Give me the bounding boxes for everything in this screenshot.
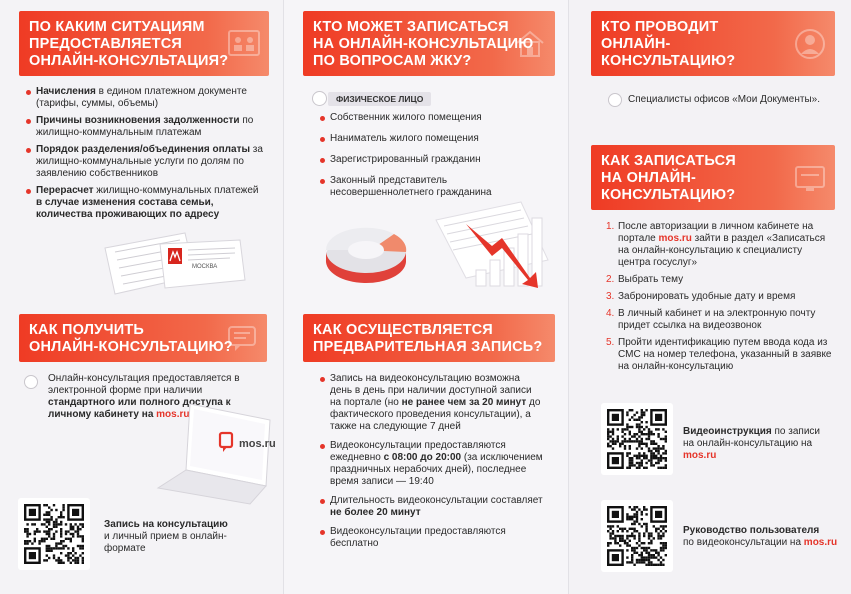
step-item: 2. Выбрать тему (606, 274, 684, 285)
situations-list (26, 86, 266, 226)
list-item: Видеоконсультации предоставляются ежедневно с 08:00 до 20:00 (за исключением праздничных нерабочих дней), последнее время записи — 19:40 (320, 440, 544, 488)
step-item: 4. В личный кабинет и на электронную почту придет ссылка на видеозвонок (606, 308, 816, 331)
panel-right (568, 0, 851, 594)
header-who-can-book (303, 11, 555, 76)
header-line: КОНСУЛЬТАЦИЮ? (601, 187, 736, 203)
header-line: ПО КАКИМ СИТУАЦИЯМ (29, 19, 205, 35)
document-illustration (100, 228, 250, 300)
how-to-get-text: Онлайн-консультация предоставляется в электронной форме при наличии стандартного или полного доступа к личному кабинету на mos.ru (48, 373, 240, 420)
person-icon (24, 375, 38, 389)
header-line: КТО МОЖЕТ ЗАПИСАТЬСЯ (313, 19, 509, 35)
preregistration-list (320, 373, 544, 555)
list-item: Перерасчет жилищно-коммунальных платежей в случае изменения состава семьи, количества проживающих по адресу (26, 185, 266, 221)
laptop-logo: mos.ru (239, 438, 276, 450)
qr-caption-video: Видеоинструкция по записи на онлайн-консультацию на mos.ru (683, 426, 820, 461)
step-item: 1. После авторизации в личном кабинете на портале mos.ru зайти в раздел «Записаться на онлайн-консультацию к специалисту центра госуслуг» (606, 221, 826, 268)
laptop-illustration (150, 400, 282, 512)
header-preregistration (303, 314, 555, 362)
info-icon (608, 93, 622, 107)
house-icon (513, 27, 547, 61)
qr-code-icon (24, 504, 84, 564)
doc-caption: МОСКВА (192, 264, 218, 270)
header-line: КАК ПОЛУЧИТЬ (29, 322, 145, 338)
list-item: Зарегистрированный гражданин (320, 154, 520, 166)
chat-icon (225, 321, 259, 355)
header-line: КАК ОСУЩЕСТВЛЯЕТСЯ (313, 322, 493, 338)
list-item: Собственник жилого помещения (320, 112, 520, 124)
panel-middle (283, 0, 569, 594)
header-situations (19, 11, 269, 76)
step-item: 3. Забронировать удобные дату и время (606, 291, 796, 302)
booking-steps (606, 221, 834, 378)
list-item: Порядок разделения/объединения оплаты за жилищно-коммунальные услуги по долям по заявлению собственников (26, 144, 266, 180)
header-line: ОНЛАЙН- (601, 36, 671, 52)
header-how-to-book (591, 145, 835, 210)
qr-code-video-instruction[interactable] (601, 403, 673, 475)
qr-caption-booking: Запись на консультацию и личный прием в онлайн-формате (104, 519, 228, 554)
header-line: ПРЕДВАРИТЕЛЬНАЯ ЗАПИСЬ? (313, 339, 543, 355)
chart-illustration (316, 190, 566, 310)
qr-caption-guide: Руководство пользователя по видеоконсультации на mos.ru (683, 525, 838, 548)
list-item: Начисления в едином платежном документе (тарифы, суммы, объемы) (26, 86, 266, 110)
list-item: Запись на видеоконсультацию возможна день в день при наличии доступной записи на портале (но не ранее чем за 20 минут до фактического проведения консультации), а также на следующие 7 дней (320, 373, 544, 433)
panel-left (0, 0, 283, 594)
list-item: Законный представитель несовершеннолетнего гражданина (320, 175, 520, 199)
who-conducts-text: Специалисты офисов «Мои Документы». (628, 94, 820, 105)
qr-code-user-guide[interactable] (601, 500, 673, 572)
header-who-conducts (591, 11, 835, 76)
qr-code-booking[interactable] (18, 498, 90, 570)
list-item: Причины возникновения задолженности по жилищно-коммунальным платежам (26, 115, 266, 139)
header-line: КТО ПРОВОДИТ (601, 19, 719, 35)
qr-code-icon (607, 506, 667, 566)
header-line: НА ОНЛАЙН- (601, 170, 697, 186)
specialist-icon (793, 27, 827, 61)
screen-icon (793, 161, 827, 195)
header-how-to-get (19, 314, 267, 362)
users-icon (312, 91, 327, 106)
header-line: ОНЛАЙН-КОНСУЛЬТАЦИЮ? (29, 339, 233, 355)
list-item: Наниматель жилого помещения (320, 133, 520, 145)
header-line: ОНЛАЙН-КОНСУЛЬТАЦИЯ? (29, 53, 229, 69)
qr-code-icon (607, 409, 667, 469)
header-line: НА ОНЛАЙН-КОНСУЛЬТАЦИЮ (313, 36, 534, 52)
header-line: КАК ЗАПИСАТЬСЯ (601, 153, 736, 169)
header-line: ПРЕДОСТАВЛЯЕТСЯ (29, 36, 183, 52)
individual-badge: ФИЗИЧЕСКОЕ ЛИЦО (328, 92, 431, 106)
header-line: ПО ВОПРОСАМ ЖКУ? (313, 53, 472, 69)
step-item: 5. Пройти идентификацию путем ввода кода из СМС на номер телефона, указанный в заявке на онлайн-консультацию (606, 337, 832, 372)
list-item: Длительность видеоконсультации составляет не более 20 минут (320, 495, 544, 519)
list-item: Видеоконсультации предоставляются бесплатно (320, 526, 544, 550)
people-icon (227, 27, 261, 61)
header-line: КОНСУЛЬТАЦИЮ? (601, 53, 736, 69)
